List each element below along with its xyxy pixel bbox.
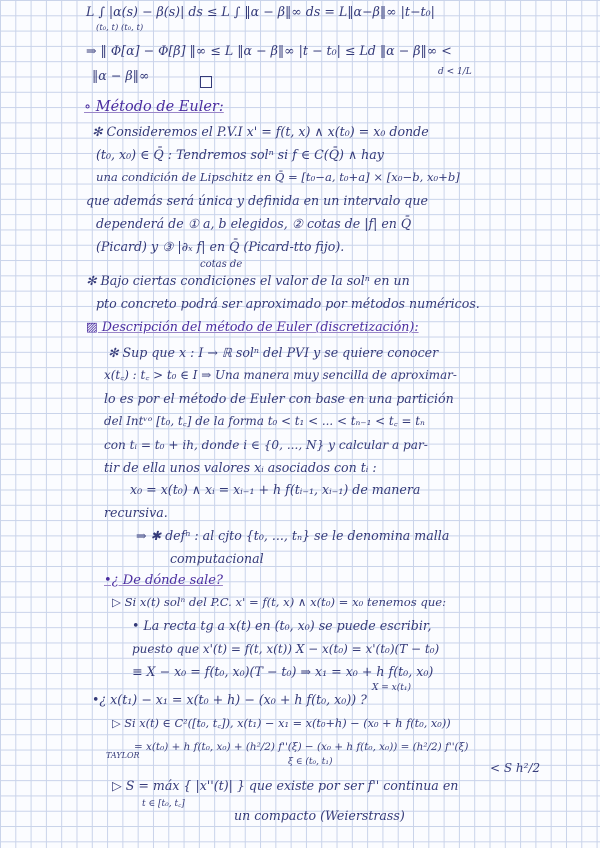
- text-line: ✻ Sup que x : I → ℝ solⁿ del PVI y se quiere conocer: [108, 345, 439, 360]
- text-line: puesto que x'(t) = f(t, x(t)) X − x(t₀) = x'(t₀)(T − t₀): [132, 642, 440, 656]
- section-heading: ∘ Método de Euler:: [84, 99, 224, 115]
- text-line: computacional: [170, 551, 264, 566]
- text-line: ξ ∈ (t₀, t₁): [288, 757, 333, 767]
- text-line: del Intᵛᵒ [t₀, t꜀] de la forma t₀ < t₁ < ... < tₙ₋₁ < t꜀ = tₙ: [104, 414, 425, 428]
- text-line: x(t꜀) : t꜀ > t₀ ∈ I ⇒ Una manera muy sencilla de aproximar-: [104, 368, 457, 382]
- text-line: ✻ Consideremos el P.V.I x' = f(t, x) ∧ x(t₀) = x₀ donde: [92, 124, 429, 139]
- section-heading: •¿ De dónde sale?: [104, 573, 223, 588]
- text-line: tir de ella unos valores xᵢ asociados con tᵢ :: [104, 460, 377, 475]
- text-line: ⇒ ‖ Φ[α] − Φ[β] ‖∞ ≤ L ‖α − β‖∞ |t − t₀| ≤ Ld ‖α − β‖∞ <: [86, 43, 452, 58]
- text-line: • La recta tg a x(t) en (t₀, x₀) se puede escribir,: [132, 618, 432, 633]
- text-line: X = x(t₁): [372, 683, 411, 693]
- text-line: ✻ Bajo ciertas condiciones el valor de la solⁿ en un: [86, 273, 410, 288]
- proof-end-box-icon: [200, 76, 212, 88]
- text-line: pto concreto podrá ser aproximado por métodos numéricos.: [96, 296, 480, 311]
- text-line: (Picard) y ③ |∂ₓ f| en Q̄ (Picard-tto fijo).: [96, 239, 345, 254]
- text-line: un compacto (Weierstrass): [234, 808, 405, 823]
- text-line: ‖α − β‖∞: [92, 68, 150, 83]
- text-line: dependerá de ① a, b elegidos, ② cotas de |f| en Q̄: [96, 216, 412, 231]
- text-line: recursiva.: [104, 505, 168, 520]
- text-line: ▷ Si x(t) ∈ C²([t₀, t꜀]), x(t₁) − x₁ = x(t₀+h) − (x₀ + h f(t₀, x₀)): [112, 717, 451, 730]
- text-line: L ∫ |α(s) − β(s)| ds ≤ L ∫ ‖α − β‖∞ ds = L‖α−β‖∞ |t−t₀|: [86, 4, 435, 19]
- text-line: d < 1/L: [438, 67, 472, 77]
- section-heading: ▨ Descripción del método de Euler (discretización):: [86, 319, 419, 334]
- text-line: que además será única y definida en un intervalo que: [86, 193, 428, 208]
- text-line: = x(t₀) + h f(t₀, x₀) + (h²/2) f''(ξ) − (x₀ + h f(t₀, x₀)) = (h²/2) f''(ξ): [134, 741, 469, 753]
- text-line: ≡ X − x₀ = f(t₀, x₀)(T − t₀) ⇒ x₁ = x₀ + h f(t₀, x₀): [132, 664, 434, 679]
- text-line: TAYLOR: [106, 751, 140, 760]
- text-line: (t₀, x₀) ∈ Q̄ : Tendremos solⁿ si f ∈ C(Q̄) ∧ hay: [96, 147, 384, 162]
- text-line: ⇒ ✱ defⁿ : al cjto {t₀, ..., tₙ} se le denomina malla: [136, 528, 450, 543]
- text-line: •¿ x(t₁) − x₁ = x(t₀ + h) − (x₀ + h f(t₀, x₀)) ?: [92, 692, 367, 707]
- text-line: ▷ Si x(t) solⁿ del P.C. x' = f(t, x) ∧ x(t₀) = x₀ tenemos que:: [112, 595, 447, 609]
- text-line: una condición de Lipschitz en Q̄ = [t₀−a, t₀+a] × [x₀−b, x₀+b]: [96, 170, 460, 184]
- text-line: x₀ = x(t₀) ∧ xᵢ = xᵢ₋₁ + h f(tᵢ₋₁, xᵢ₋₁) de manera: [130, 482, 421, 497]
- text-line: lo es por el método de Euler con base en una partición: [104, 391, 454, 406]
- text-line: cotas de: [200, 259, 243, 270]
- text-line: ▷ S = máx { |x''(t)| } que existe por ser f'' continua en: [112, 778, 459, 793]
- text-line: t ∈ [t₀, t꜀]: [142, 799, 185, 809]
- text-line: con tᵢ = t₀ + ih, donde i ∈ {0, ..., N} y calcular a par-: [104, 438, 428, 452]
- text-line: (t₀, t) (t₀, t): [96, 23, 144, 33]
- text-line: < S h²/2: [490, 761, 541, 775]
